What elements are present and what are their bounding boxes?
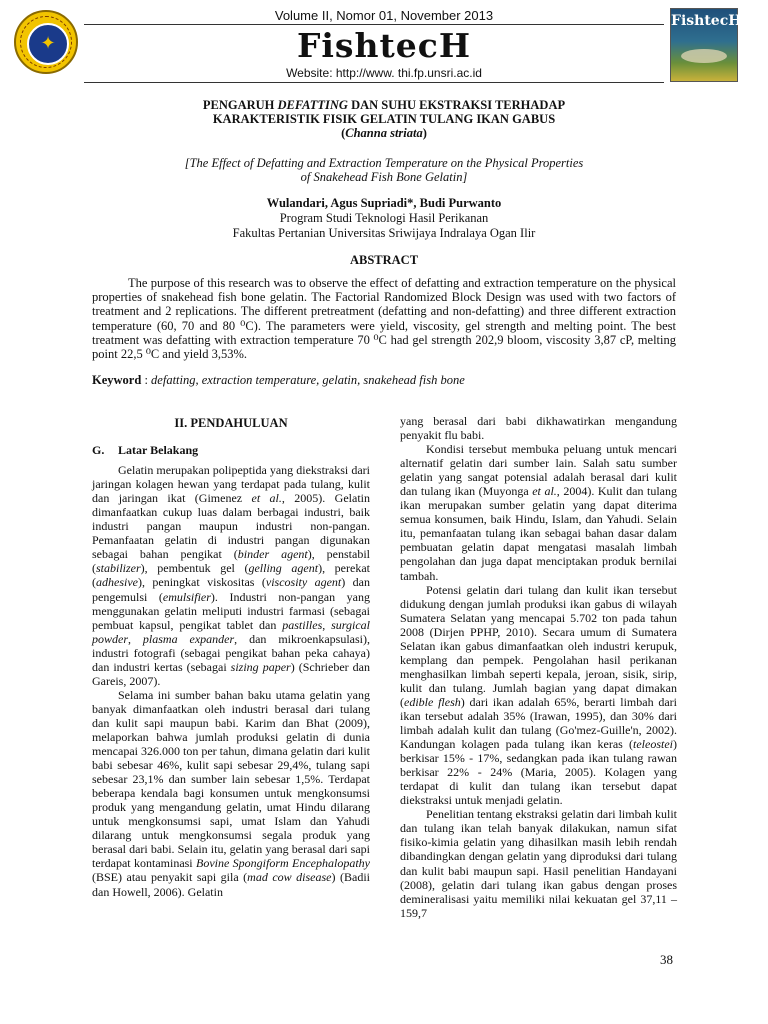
affiliation-line-1: Program Studi Teknologi Hasil Perikanan [279, 211, 489, 225]
keyword-separator: : [141, 373, 152, 387]
header-rule-bottom [84, 82, 664, 83]
authors: Wulandari, Agus Supriadi*, Budi Purwanto [266, 196, 502, 210]
article-subtitle [60, 156, 708, 184]
affiliation [60, 211, 708, 241]
subsection-heading [92, 443, 370, 457]
left-paragraph-1: Gelatin merupakan polipeptida yang diekstraksi dari jaringan kolagen hewan yang terdapat pada tulang, kulit dan jaringan ikat (Gimenez et al., 2005). Gelatin dimanfaatkan cukup luas dalam berbagai industri, baik industri pangan maupun industri non-pangan. Pemanfaatan gelatin di industri pangan digunakan sebagai bahan pengikat (binder agent), penstabil (stabilizer), pembentuk gel (gelling agent), perekat (adhesive), peningkat viskositas (viscosity agent) dan pengemulsi (emulsifier). Industri non-pangan yang menggunakan gelatin meliputi industri farmasi (sebagai pembuat kapsul, pengikat tablet dan pastilles, surgical powder, plasma expander, dan mikroenkapsulasi), industri fotografi (sebagai pengikat bahan peka cahaya) dan industri kertas (sebagai sizing paper) (Schrieber dan Gareis, 2007). [92, 463, 371, 688]
cover-fish-icon [681, 49, 727, 63]
logo-star-icon: ✦ [40, 33, 56, 54]
subsection-number: G. [92, 443, 105, 458]
keyword-terms: defatting, extraction temperature, gelatin, snakehead fish bone [151, 373, 465, 387]
journal-brand: FishtecH [296, 26, 472, 65]
right-paragraph-2: Kondisi tersebut membuka peluang untuk mencari alternatif gelatin dari sumber lain. Salah satu sumber gelatin yang sangat potensial adalah berasal dari kulit dan tulang ikan (Muyonga et al., 2004). Kulit dan tulang ikan merupakan sumber gelatin yang dapat diterima semua konsumen, baik Hindu, Islam, dan Yahudi. Selain itu, pemanfaatan tulang ikan sebagai bahan dasar dalam pembuatan gelatin dapat mengatasi masalah limbah pengolahan dan juga dapat menciptakan produk bernilai tambah. [400, 442, 678, 583]
right-paragraph-3: Potensi gelatin dari tulang dan kulit ikan tersebut didukung dengan jumlah produksi ikan gabus di wilayah Sumatera Selatan yang mencapai 5.702 ton pada tahun 2008 (Dirjen PPHP, 2010). Secara umum di Sumatera Selatan ikan gabus dimanfaatkan oleh industri kerupuk, kemplang dan pempek. Pengolahan hasil perikanan menghasilkan limbah seperti kepala, jeroan, sisik, sirip, kulit dan tulang. Jumlah bagian yang dapat dimakan (edible flesh) dari ikan adalah 65%, berarti limbah dari ikan tersebut adalah 35% (Irawan, 1995), dan 30% dari limbah adalah kulit dan tulang (Go'mez-Guille'n, 2002). Kandungan kolagen pada tulang ikan keras (teleostei) berkisar 15% - 17%, sedangkan pada ikan tulang rawan berkisar 22% - 24% (Maria, 2005). Kolagen yang terdapat di kulit dan tulang ikan tersebut dapat diekstraksi untuk menjadi gelatin. [400, 582, 677, 808]
subtitle-line-1: [The Effect of Defatting and Extraction Temperature on the Physical Properties [184, 156, 584, 170]
right-paragraph-4: Penelitian tentang ekstraksi gelatin dari limbah kulit dan tulang ikan telah banyak dilakukan, namun sifat fisiko-kimia gelatin yang dihasilkan masih lebih rendah dibandingkan dengan gelatin yang diproduksi dari tulang dan kulit babi maupun sapi. Hasil penelitian Handayani (2008), gelatin dari tulang ikan gabus dengan proses demineralisasi yaitu memiliki nilai kekuatan gel 37,11 – 159,7 [400, 807, 677, 920]
page-number: 38 [660, 952, 673, 967]
right-column [400, 414, 677, 920]
section-heading: II. PENDAHULUAN [174, 416, 288, 430]
right-paragraph-1: yang berasal dari babi dikhawatirkan mengandung penyakit flu babi. [400, 414, 677, 443]
abstract-body [92, 276, 676, 361]
title-line-1-text: PENGARUH DEFATTING DAN SUHU EKSTRAKSI TERHADAP [202, 98, 566, 112]
keywords [92, 373, 676, 388]
journal-volume: Volume II, Nomor 01, November 2013 [274, 8, 494, 23]
left-column [92, 416, 370, 899]
title-line-1 [60, 98, 708, 112]
affiliation-line-2: Fakultas Pertanian Universitas Sriwijaya Indralaya Ogan Ilir [232, 226, 536, 240]
abstract-text: The purpose of this research was to observe the effect of defatting and extraction temperature on the physical properties of snakehead fish bone gelatin. The Factorial Randomized Block Design was used with two factors of treatment and 2 replications. The different pretreatment (defatting and non-defatting) and three different extraction temperature (60, 70 and 80 ⁰C). The parameters were yield, viscosity, gel strength and melting point. The best treatment was defatting with extraction temperature 70 ⁰C had gel strength 202,9 bloom, viscosity 3,87 cP, melting point 22,5 ⁰C and yield 3,53%. [92, 276, 676, 362]
title-line-3 [60, 126, 708, 140]
header-rule-top [84, 24, 664, 25]
title-line-2: KARAKTERISTIK FISIK GELATIN TULANG IKAN GABUS [212, 112, 556, 126]
article-title [60, 98, 708, 140]
subsection-title: Latar Belakang [118, 443, 199, 458]
keyword-label: Keyword [92, 373, 142, 387]
abstract-heading: ABSTRACT [349, 253, 419, 267]
subtitle-line-2: of Snakehead Fish Bone Gelatin] [300, 170, 468, 184]
journal-cover-image [670, 8, 742, 82]
left-paragraph-2: Selama ini sumber bahan baku utama gelatin yang banyak dimanfaatkan oleh industri berasal dari tulang dan kulit sapi maupun babi. Karim dan Bhat (2009), melaporkan bahwa jumlah produksi gelatin di dunia mencapai 326.000 ton per tahun, dimana gelatin dari kulit babi sebesar 46%, kulit sapi sebesar 29,4%, tulang sapi sebesar 23,1% dan sumber lain sebesar 1,5%. Terdapat beberapa kendala bagi konsumen untuk mengkonsumsi produk yang mengandung gelatin, umat Hindu dilarang untuk mengkonsumsi sapi, umat Islam dan Yahudi dilarang untuk mengkonsumsi segala produk yang berasal dari babi. Selain itu, gelatin yang berasal dari sapi terdapat kontaminasi Bovine Spongiform Encephalopathy (BSE) atau penyakit sapi gila (mad cow disease) (Badii dan Howell, 2006). Gelatin [92, 687, 370, 899]
title-line-3-text: (Channa striata) [341, 126, 427, 140]
journal-website: Website: http://www. thi.fp.unsri.ac.id [286, 66, 482, 80]
cover-title: FishtecH [671, 13, 742, 29]
